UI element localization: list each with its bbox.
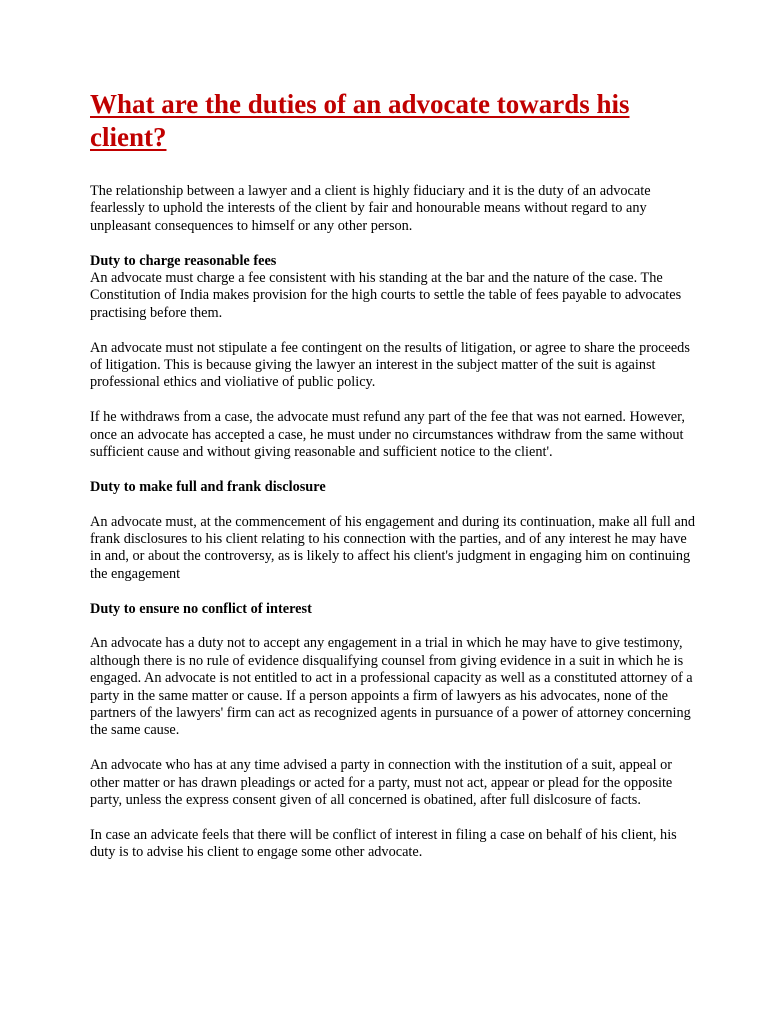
- section-paragraph: An advocate has a duty not to accept any engagement in a trial in which he may have to give testimony, although there is no rule of evidence disqualifying counsel from giving evidence in a suit in which he is engaged. An advocate is not entitled to act in a professional capacity as well as a constituted attorney of a party in the same matter or cause. If a person appoints a firm of lawyers as his advocates, none of the partners of the lawyers' firm can act as recognized agents in pursuance of a power of attorney concerning the same cause.: [90, 635, 693, 739]
- section-heading: Duty to charge reasonable fees: [90, 252, 277, 269]
- section-heading: Duty to make full and frank disclosure: [90, 478, 326, 495]
- section-paragraph: An advocate must charge a fee consistent with his standing at the bar and the nature of the case. The Constitution of India makes provision for the high courts to settle the table of fees payable to advocates practising before them.: [90, 270, 682, 321]
- section-paragraph: In case an advicate feels that there will be conflict of interest in filing a case on behalf of his client, his duty is to advise his client to engage some other advocate.: [90, 826, 677, 861]
- section-heading: Duty to ensure no conflict of interest: [90, 600, 312, 617]
- spacer: [90, 392, 698, 409]
- section-paragraph: An advocate must, at the commencement of his engagement and during its continuation, make all full and frank disclosures to his client relating to his connection with the parties, and of any interest he may have in and, or about the controversy, as is likely to affect his client's judgment in engaging him on continuing the engagement: [90, 513, 696, 582]
- spacer: [90, 461, 698, 478]
- spacer: [90, 235, 698, 252]
- section-paragraph: An advocate who has at any time advised a party in connection with the institution of a suit, appeal or other matter or has drawn pleadings or acted for a party, must not act, appear or plead for the opposite party, unless the express consent given of all concerned is obatined, after full dislcosure of facts.: [90, 757, 673, 809]
- spacer: [90, 322, 698, 339]
- section-full-disclosure: [90, 479, 698, 601]
- spacer: [90, 618, 698, 635]
- section-reasonable-fees: [90, 253, 698, 479]
- spacer: [90, 810, 698, 827]
- section-paragraph: If he withdraws from a case, the advocate must refund any part of the fee that was not earned. However, once an advocate has accepted a case, he must under no circumstances withdraw from the same without sufficient cause and without giving reasonable and sufficient notice to the client'.: [90, 409, 685, 461]
- spacer: [90, 583, 698, 600]
- page-title: What are the duties of an advocate towards his client?: [90, 89, 630, 152]
- section-conflict-of-interest: [90, 601, 698, 862]
- spacer: [90, 740, 698, 757]
- intro-paragraph: The relationship between a lawyer and a client is highly fiduciary and it is the duty of an advocate fearlessly to uphold the interests of the client by fair and honourable means without regard to any unpleasant consequences to himself or any other person.: [90, 183, 651, 234]
- section-paragraph: An advocate must not stipulate a fee contingent on the results of litigation, or agree to share the proceeds of litigation. This is because giving the lawyer an interest in the subject matter of the suit is against professional ethics and violiative of public policy.: [90, 339, 690, 391]
- spacer: [90, 496, 698, 513]
